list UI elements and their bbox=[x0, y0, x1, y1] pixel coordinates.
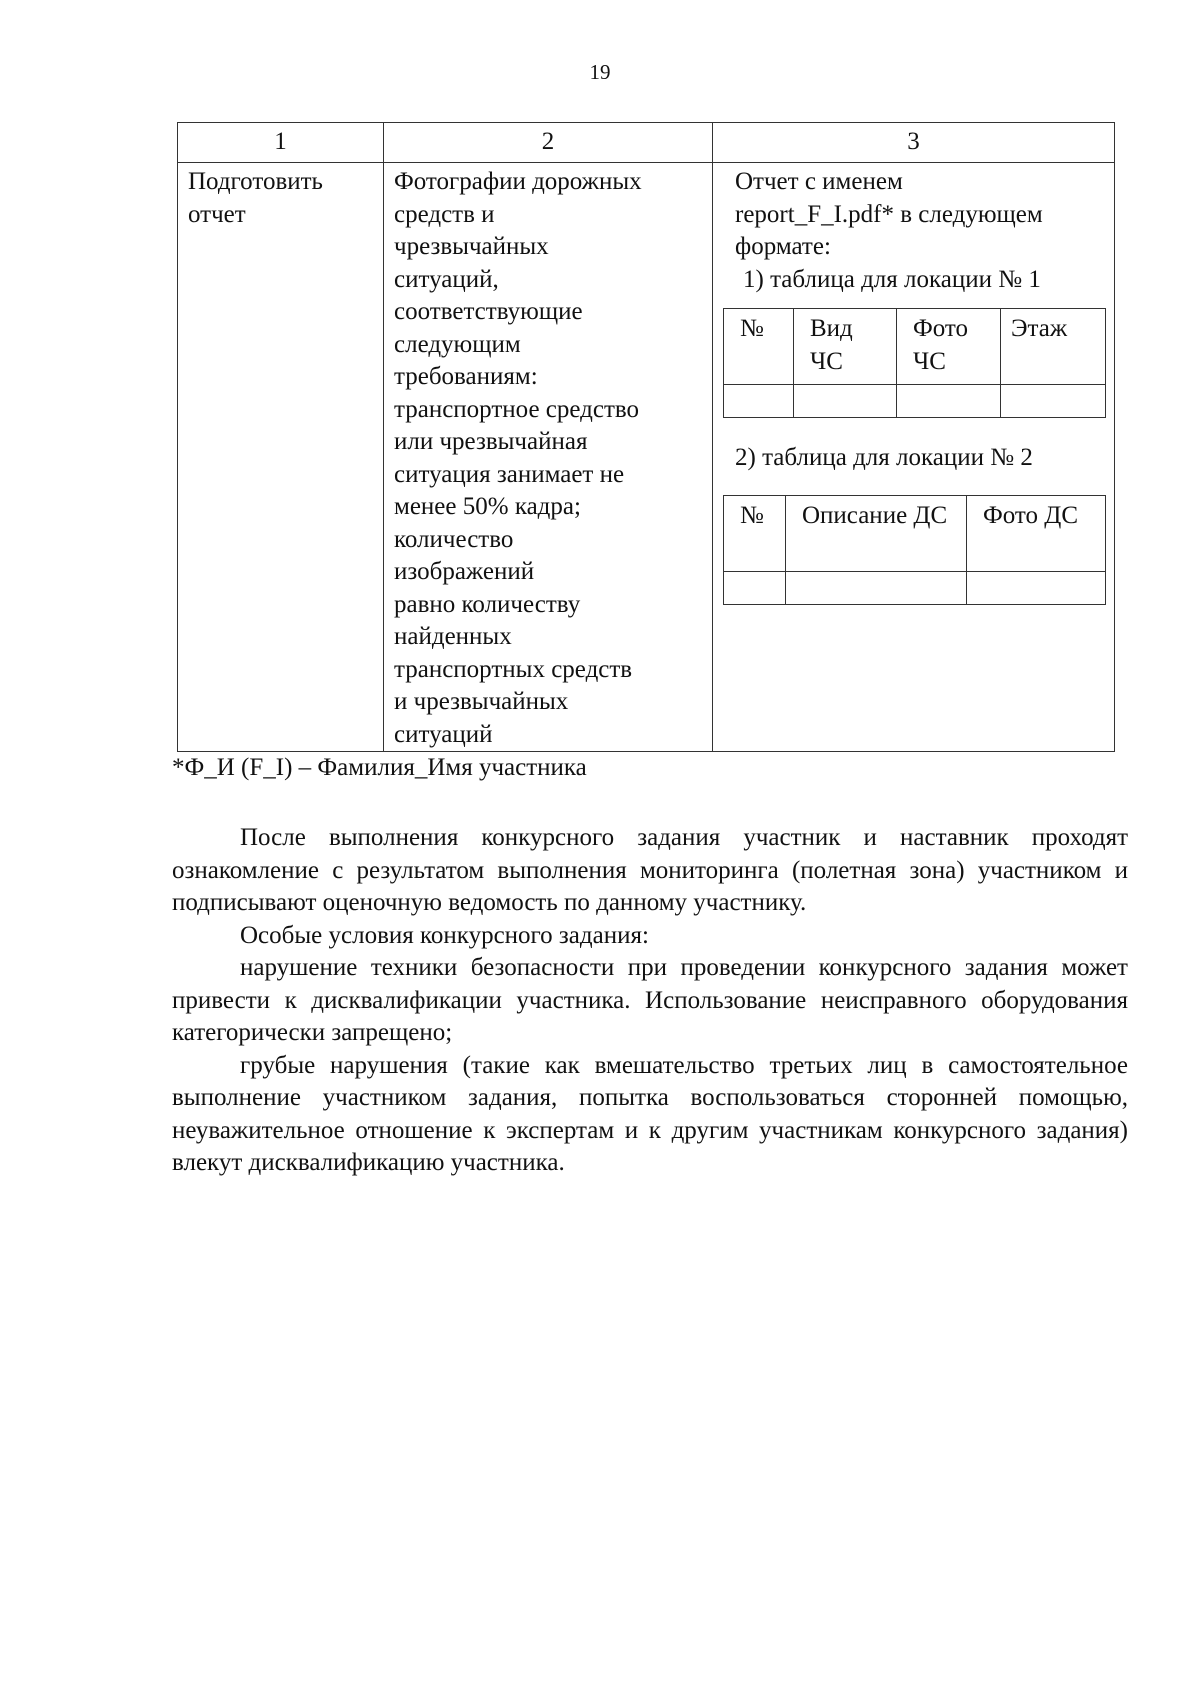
location-2-table bbox=[723, 495, 1106, 605]
requirements-table bbox=[177, 122, 1115, 752]
result-line: формате: bbox=[735, 233, 831, 260]
paragraph: нарушение техники безопасности при проведении конкурсного задания может привести к дисквалификации участника. Использование неисправного оборудования категорически запрещено; bbox=[172, 954, 1128, 1046]
location-1-empty-row bbox=[724, 385, 1106, 418]
location-2-header: № bbox=[724, 495, 786, 571]
requirement-line: следующим bbox=[394, 330, 521, 358]
requirement-line: количество bbox=[394, 525, 514, 553]
result-cell bbox=[713, 163, 1115, 752]
empty-cell bbox=[724, 385, 794, 418]
result-line: Отчет с именем bbox=[735, 168, 903, 195]
requirement-line: изображений bbox=[394, 558, 535, 585]
location-1-header: Вид ЧС bbox=[794, 309, 897, 385]
empty-cell bbox=[967, 571, 1106, 604]
requirement-line: найденных bbox=[394, 623, 512, 650]
empty-cell bbox=[724, 571, 786, 604]
requirement-line: средств и bbox=[394, 200, 495, 228]
column-header-1: 1 bbox=[178, 123, 384, 163]
requirement-line: равно количеству bbox=[394, 590, 581, 618]
requirement-line: требованиям: bbox=[394, 363, 538, 390]
page-number: 19 bbox=[589, 60, 611, 84]
task-line: отчет bbox=[188, 200, 246, 228]
task-cell bbox=[178, 163, 384, 752]
requirement-line: соответствующие bbox=[394, 298, 583, 325]
requirement-line: менее 50% кадра; bbox=[394, 493, 581, 520]
body-text bbox=[172, 822, 1128, 1180]
location-2-empty-row bbox=[724, 571, 1106, 604]
empty-cell bbox=[786, 571, 967, 604]
location-2-caption: 2) таблица для локации № 2 bbox=[735, 444, 1033, 471]
location-1-table bbox=[723, 308, 1106, 418]
requirement-line: и чрезвычайных bbox=[394, 688, 569, 715]
table-row bbox=[178, 163, 1115, 752]
requirement-line: ситуация занимает не bbox=[394, 460, 625, 488]
requirement-line: транспортное средство bbox=[394, 395, 640, 423]
location-2-header: Фото ДС bbox=[967, 495, 1106, 571]
task-line: Подготовить bbox=[188, 168, 323, 195]
requirement-line: ситуаций, bbox=[394, 265, 499, 293]
requirement-line: или чрезвычайная bbox=[394, 428, 588, 455]
empty-cell bbox=[794, 385, 897, 418]
column-header-3: 3 bbox=[713, 123, 1115, 163]
location-1-header: Фото ЧС bbox=[897, 309, 1001, 385]
result-line: report_F_I.pdf* в следующем bbox=[735, 200, 1043, 228]
location-1-header: № bbox=[724, 309, 794, 385]
footnote: *Ф_И (F_I) – Фамилия_Имя участника bbox=[172, 754, 587, 781]
paragraph: После выполнения конкурсного задания участник и наставник проходят ознакомление с результатом выполнения мониторинга (полетная зона) участником и подписывают оценочную ведомость по данному участнику. bbox=[172, 824, 1128, 916]
requirement-line: транспортных средств bbox=[394, 655, 633, 683]
column-header-2: 2 bbox=[384, 123, 713, 163]
requirements-cell bbox=[384, 163, 713, 752]
empty-cell bbox=[1001, 385, 1106, 418]
paragraph: Особые условия конкурсного задания: bbox=[240, 921, 649, 949]
empty-cell bbox=[897, 385, 1001, 418]
requirement-line: чрезвычайных bbox=[394, 233, 549, 260]
requirement-line: Фотографии дорожных bbox=[394, 168, 642, 195]
location-1-header: Этаж bbox=[1001, 309, 1106, 385]
table-header-row bbox=[178, 123, 1115, 163]
paragraph: грубые нарушения (такие как вмешательство третьих лиц в самостоятельное выполнение участником задания, попытка воспользоваться сторонней помощью, неуважительное отношение к экспертам и к другим участникам конкурсного задания) влекут дисквалификацию участника. bbox=[172, 1051, 1128, 1176]
location-2-header: Описание ДС bbox=[786, 495, 967, 571]
location-1-caption: 1) таблица для локации № 1 bbox=[743, 265, 1041, 293]
requirement-line: ситуаций bbox=[394, 720, 493, 748]
